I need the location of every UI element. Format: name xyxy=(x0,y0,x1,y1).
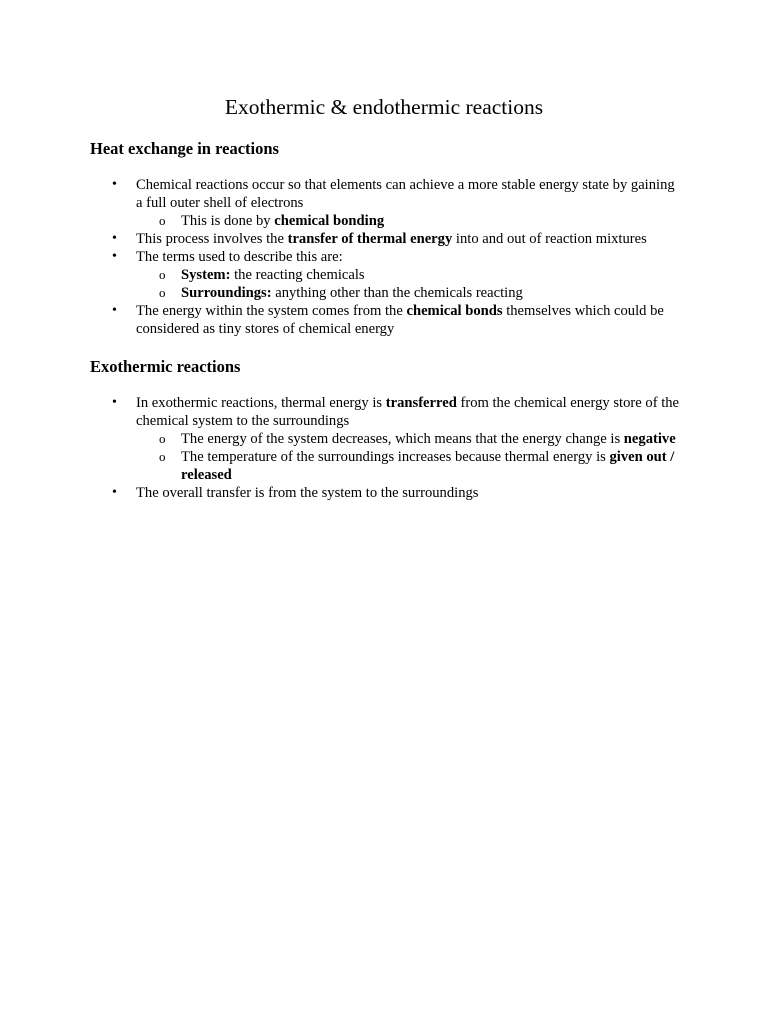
list-item-text-after: from the chemical energy store of the chemical system to the surroundings xyxy=(136,395,680,429)
list-item-text: In exothermic reactions, thermal energy is xyxy=(136,395,386,411)
sub-list xyxy=(136,266,680,302)
sub-bullet-marker: o xyxy=(159,267,166,282)
list-item-bold-text: transferred xyxy=(385,395,457,411)
bullet-marker: • xyxy=(112,485,117,500)
list-item xyxy=(0,230,768,248)
sub-bullet-marker: o xyxy=(159,449,166,464)
sub-item-text-after: anything other than the chemicals reacting xyxy=(271,285,523,301)
bullet-marker: • xyxy=(112,303,117,318)
sub-bullet-marker: o xyxy=(159,431,166,446)
list-item xyxy=(0,176,768,230)
list-item-bold-text: transfer of thermal energy xyxy=(287,231,453,247)
bullet-marker: • xyxy=(112,395,117,410)
sub-item-bold-text: System: xyxy=(181,267,231,283)
sub-item-bold-text: Surroundings: xyxy=(181,285,272,301)
document-title: Exothermic & endothermic reactions xyxy=(224,95,544,119)
list-item-text: The terms used to describe this are: xyxy=(136,249,343,265)
list-item-text: This process involves the xyxy=(136,231,288,247)
sub-bullet-marker: o xyxy=(159,213,166,228)
sub-list-item xyxy=(136,448,680,484)
sub-list-item xyxy=(136,212,680,230)
sub-list-item xyxy=(136,266,680,284)
sub-item-bold-text: negative xyxy=(623,431,676,447)
list-item-bold-text: chemical bonds xyxy=(406,303,503,319)
sub-bullet-marker: o xyxy=(159,285,166,300)
bullet-list-exothermic xyxy=(0,394,768,502)
sub-list-item xyxy=(136,284,680,302)
sub-item-text-after: the reacting chemicals xyxy=(230,267,365,283)
section-heading-heat-exchange: Heat exchange in reactions xyxy=(90,139,279,158)
list-item xyxy=(0,302,768,338)
sub-item-text: This is done by xyxy=(181,213,275,229)
bullet-marker: • xyxy=(112,231,117,246)
sub-item-bold-text: chemical bonding xyxy=(274,213,385,229)
list-item xyxy=(0,484,768,502)
sub-item-text: The temperature of the surroundings increases because thermal energy is xyxy=(181,449,610,465)
bullet-marker: • xyxy=(112,249,117,264)
sub-item-bold-text: given out / released xyxy=(181,449,675,483)
list-item-text-after: into and out of reaction mixtures xyxy=(452,231,647,247)
list-item-text-after: themselves which could be considered as tiny stores of chemical energy xyxy=(136,303,664,337)
bullet-list-heat-exchange xyxy=(0,176,768,338)
list-item-text: The overall transfer is from the system to the surroundings xyxy=(136,485,479,501)
list-item xyxy=(0,394,768,484)
sub-list xyxy=(136,430,680,484)
sub-list-item xyxy=(136,430,680,448)
list-item-text: Chemical reactions occur so that elements can achieve a more stable energy state by gaining a full outer shell of electrons xyxy=(136,177,675,211)
list-item-text: The energy within the system comes from the xyxy=(136,303,407,319)
list-item xyxy=(0,248,768,302)
sub-item-text: The energy of the system decreases, which means that the energy change is xyxy=(181,431,624,447)
sub-list xyxy=(136,212,680,230)
bullet-marker: • xyxy=(112,177,117,192)
section-heading-exothermic: Exothermic reactions xyxy=(90,357,241,376)
